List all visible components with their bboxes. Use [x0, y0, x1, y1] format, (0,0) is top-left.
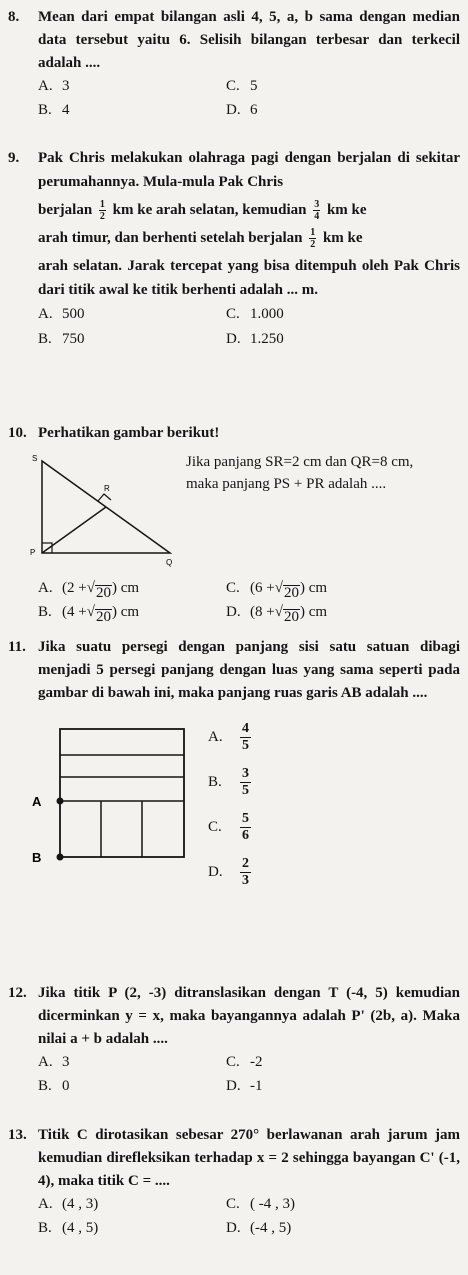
label-q: Q — [166, 558, 172, 567]
fraction: $\frac{1}{2}$ — [310, 227, 316, 251]
label-p: P — [30, 548, 36, 557]
question-10 — [8, 422, 460, 624]
option-a[interactable]: A. 4 5 — [208, 721, 249, 753]
answer-options — [208, 721, 251, 889]
question-text: Mean dari empat bilangan asli 4, 5, a, b sama dengan median data tersebut yaitu 6. Selisih bilangan terbesar dan terkecil adalah .... — [38, 9, 460, 71]
figure-info: Jika panjang SR=2 cm dan QR=8 cm, maka panjang PS + PR adalah .... — [186, 454, 414, 492]
option-d[interactable]: D. 6 — [226, 102, 258, 118]
question-12 — [8, 982, 460, 1098]
option-d[interactable]: D. (8 + √ 20 ) cm — [226, 604, 328, 625]
question-number: 9. — [8, 150, 20, 166]
answer-options — [38, 1051, 460, 1098]
question-text: Pak Chris melakukan olahraga pagi dengan berjalan di sekitar perumahannya. Mula-mula Pak Chris berjalan $\frac{1}{2}$ km ke arah selatan, kemudian $\frac{3}{4}$ km ke arah timur, dan berhenti setelah berjalan $\frac{1}{2}$ km ke arah selatan. Jarak tercepat yang bisa ditempuh oleh Pak Chris dari titik awal ke titik berhenti adalah ... m. — [38, 150, 460, 299]
option-a[interactable]: A. (2 + √ 20 ) cm — [38, 580, 140, 601]
square-figure — [8, 721, 188, 871]
label-r: R — [104, 484, 110, 493]
triangle-figure — [22, 451, 172, 571]
answer-options — [38, 577, 460, 624]
option-d[interactable]: D. 1.250 — [226, 331, 284, 348]
question-text: Jika suatu persegi dengan panjang sisi satu satuan dibagi menjadi 5 persegi panjang dengan luas yang sama seperti pada gambar di bawah ini, maka panjang ruas garis AB adalah .... — [38, 639, 460, 701]
question-13 — [8, 1124, 460, 1240]
option-a[interactable]: A. 3 — [38, 78, 70, 94]
option-a[interactable]: A. 3 — [38, 1054, 70, 1070]
option-b[interactable]: B. 0 — [38, 1078, 70, 1094]
fraction: $\frac{3}{4}$ — [314, 199, 320, 223]
option-d[interactable]: D. -1 — [226, 1078, 263, 1094]
question-11 — [8, 636, 460, 889]
question-8 — [8, 6, 460, 122]
question-text: Jika titik P (2, -3) ditranslasikan dengan T (-4, 5) kemudian dicerminkan y = x, maka bayangannya adalah P' (2b, a). Maka nilai a + b adalah .... — [38, 985, 460, 1047]
fraction: $\frac{1}{2}$ — [99, 199, 105, 223]
question-number: 11. — [8, 639, 26, 655]
option-c[interactable]: C. 5 6 — [208, 811, 249, 843]
option-d[interactable]: D. (-4 , 5) — [226, 1220, 292, 1236]
question-text: Titik C dirotasikan sebesar 270° berlawanan arah jarum jam kemudian direfleksikan terhadap x = 2 sehingga bayangan C' (-1, 4), maka titik C = .... — [38, 1127, 460, 1189]
option-b[interactable]: B. 4 — [38, 102, 70, 118]
option-c[interactable]: C. 1.000 — [226, 306, 284, 323]
answer-options — [38, 75, 460, 122]
question-number: 10. — [8, 425, 27, 441]
label-a: A — [32, 794, 42, 809]
option-a[interactable]: A. 500 — [38, 306, 85, 323]
option-a[interactable]: A. (4 , 3) — [38, 1196, 99, 1212]
question-text: Perhatikan gambar berikut! — [38, 425, 220, 441]
option-b[interactable]: B. 3 5 — [208, 766, 249, 798]
option-c[interactable]: C. ( -4 , 3) — [226, 1196, 295, 1212]
answer-options — [38, 1193, 460, 1240]
option-d[interactable]: D. 2 3 — [208, 856, 249, 888]
option-c[interactable]: C. 5 — [226, 78, 258, 94]
answer-options — [38, 302, 460, 351]
question-number: 12. — [8, 985, 27, 1001]
option-c[interactable]: C. -2 — [226, 1054, 263, 1070]
option-b[interactable]: B. 750 — [38, 331, 85, 348]
option-b[interactable]: B. (4 , 5) — [38, 1220, 99, 1236]
question-number: 13. — [8, 1127, 27, 1143]
question-number: 8. — [8, 9, 20, 25]
label-b: B — [32, 850, 42, 865]
question-9 — [8, 146, 460, 351]
option-b[interactable]: B. (4 + √ 20 ) cm — [38, 604, 140, 625]
option-c[interactable]: C. (6 + √ 20 ) cm — [226, 580, 328, 601]
label-s: S — [32, 454, 38, 463]
